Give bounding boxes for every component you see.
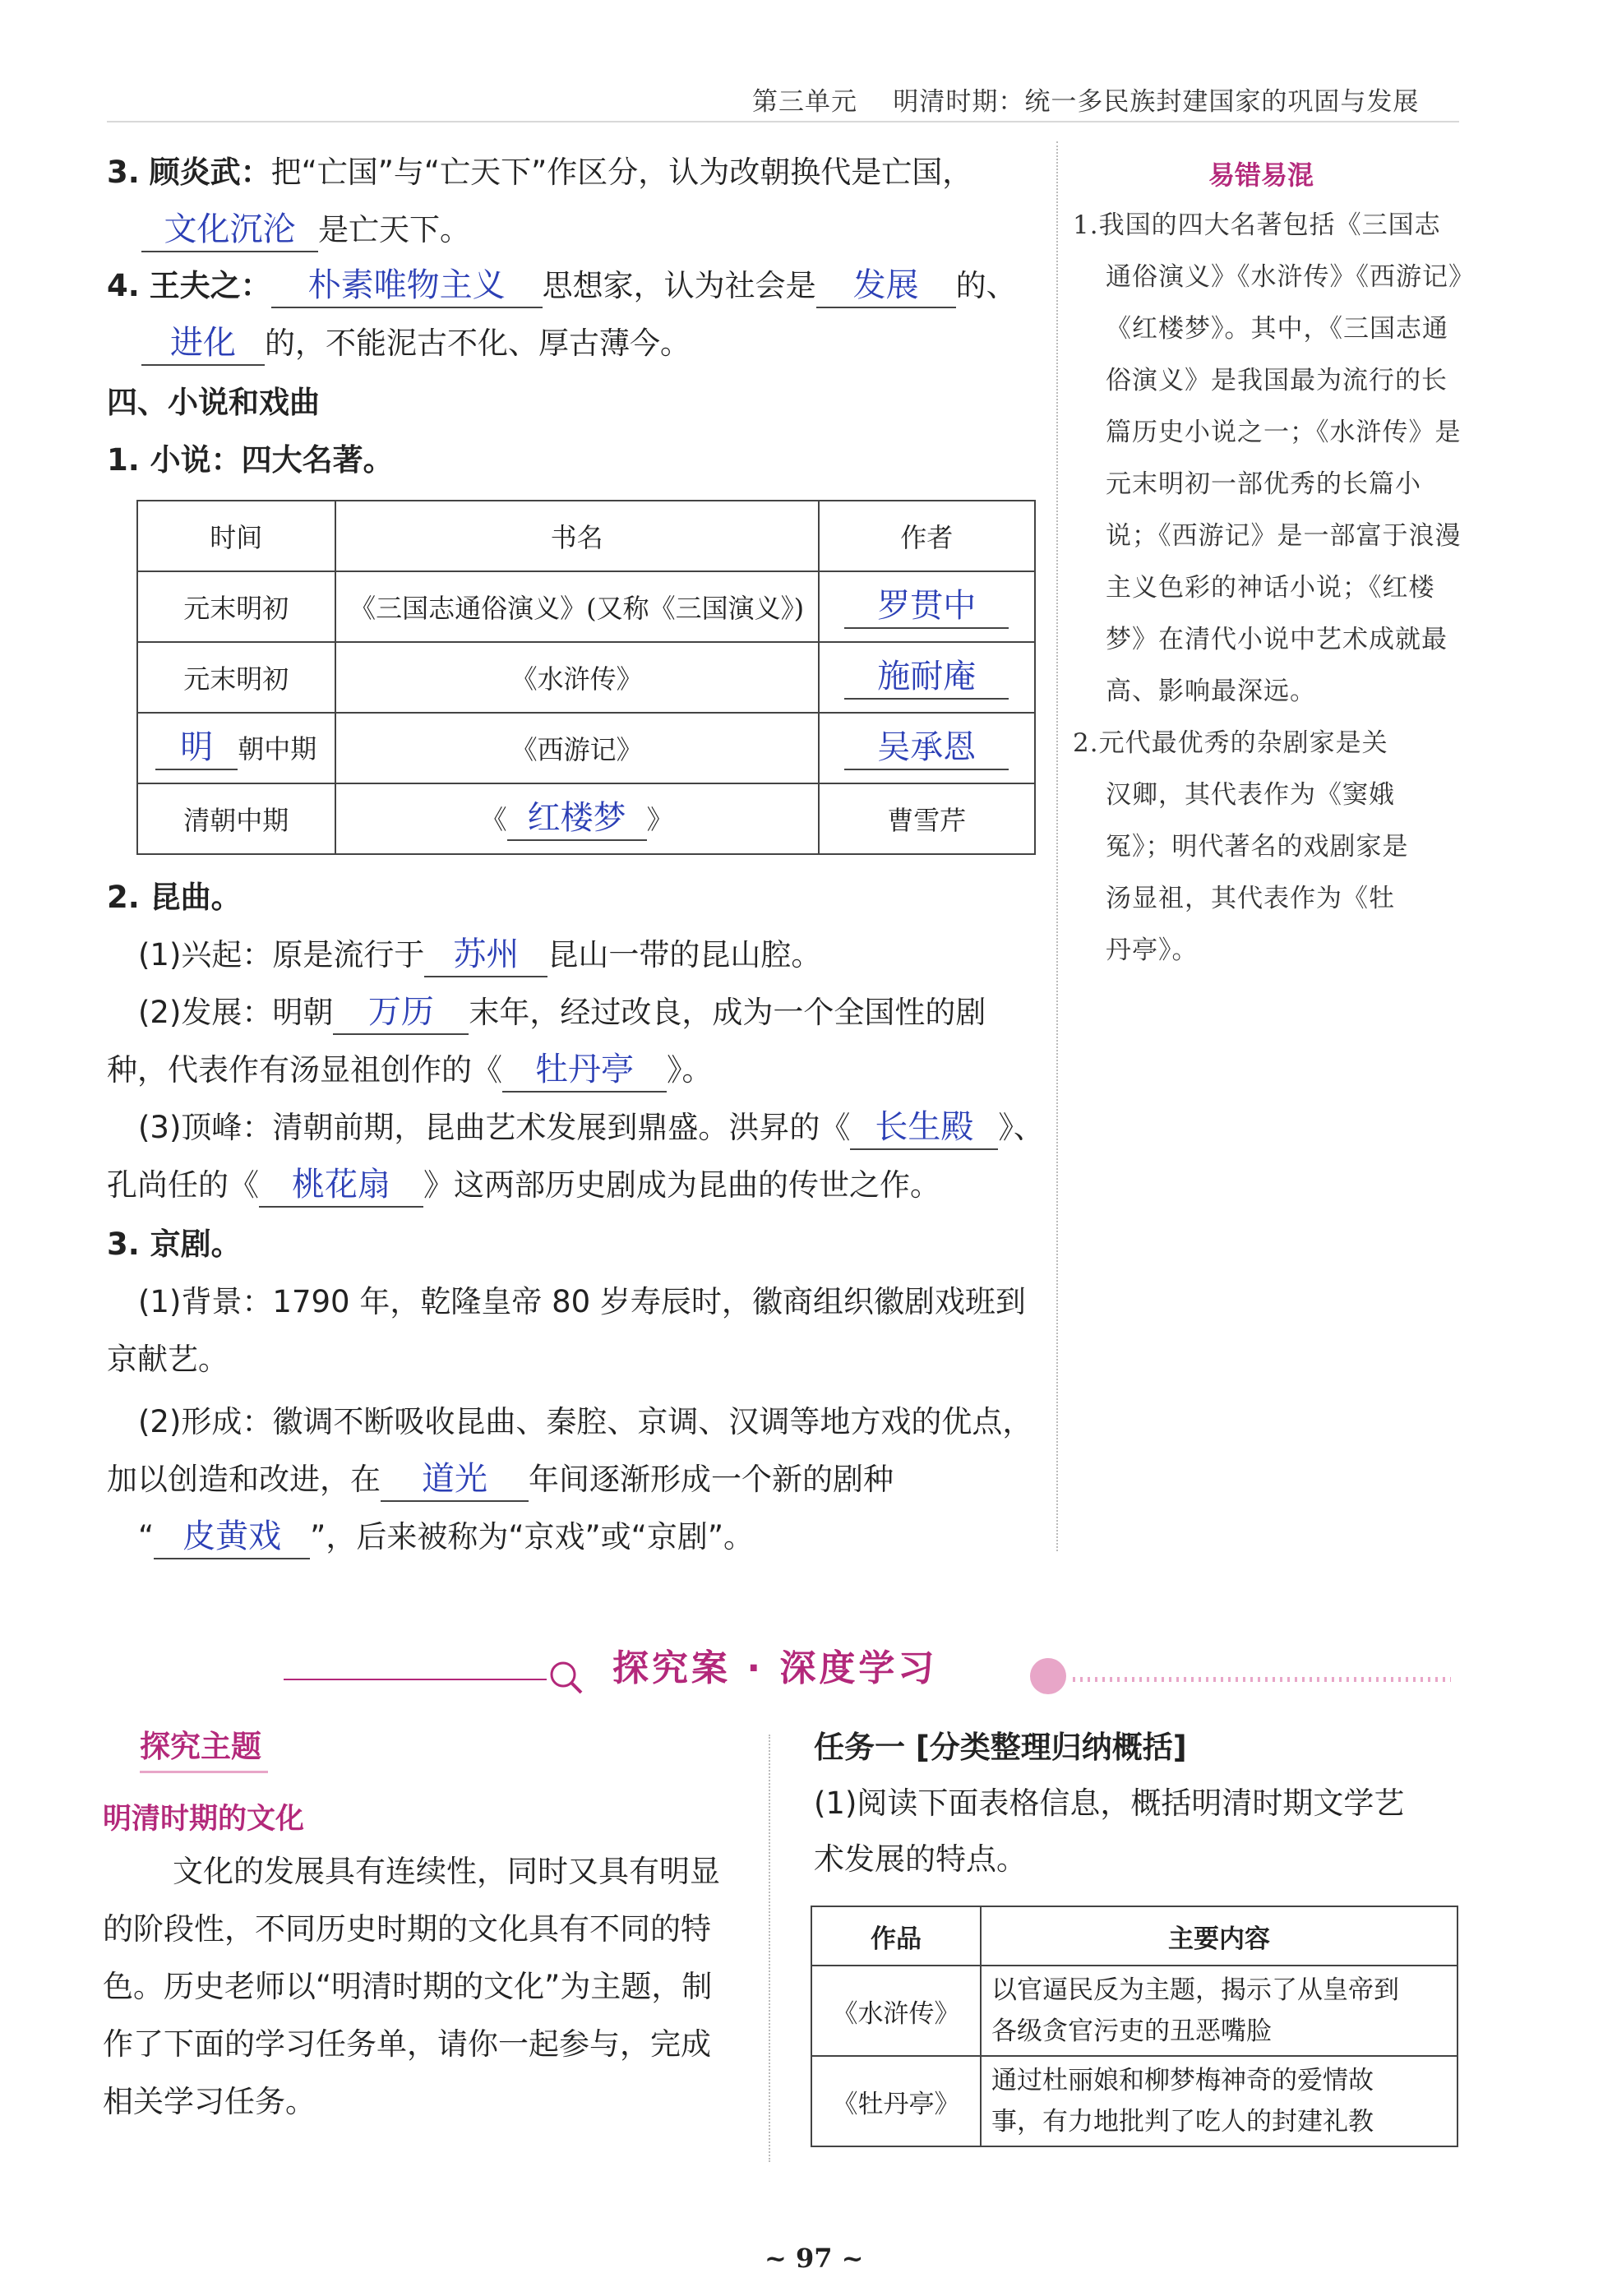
sidebar-line: 汤显祖，其代表作为《牡 xyxy=(1106,884,1395,913)
intro-line: 的阶段性，不同历史时期的文化具有不同的特 xyxy=(103,1911,711,1947)
sidebar-line: 说；《西游记》是一部富于浪漫 xyxy=(1106,521,1462,551)
explore-banner-title: 探究案 · 深度学习 xyxy=(612,1647,938,1689)
peking-p2b: 加以创造和改进，在 道光 年间逐渐形成一个新的剧种 xyxy=(107,1455,894,1504)
table-header: 作者 xyxy=(819,501,1035,571)
kunqu-p1: (1)兴起：原是流行于 苏州 昆山一带的昆山腔。 xyxy=(138,931,821,980)
section-title: 四、小说和戏曲 xyxy=(107,385,320,420)
banner-ornament-icon xyxy=(1030,1658,1066,1694)
item4-line2: 进化 的，不能泥古不化、厚古薄今。 xyxy=(141,319,691,368)
answer-blank: 文化沉沦 xyxy=(141,208,318,252)
intro-line: 文化的发展具有连续性，同时又具有明显 xyxy=(173,1854,720,1889)
table-row: 元末明初 《三国志通俗演义》(又称《三国演义》) 罗贯中 xyxy=(137,571,1035,642)
answer-blank: 皮黄戏 xyxy=(154,1515,310,1559)
sidebar-line: 2.元代最优秀的杂剧家是关 xyxy=(1073,728,1388,758)
peking-p2a: (2)形成：徽调不断吸收昆曲、秦腔、京调、汉调等地方戏的优点， xyxy=(138,1404,1033,1439)
answer-blank: 朴素唯物主义 xyxy=(271,264,543,308)
sidebar-line: 通俗演义》《水浒传》《西游记》 xyxy=(1106,262,1475,292)
sidebar-title: 易错易混 xyxy=(1208,159,1314,191)
sidebar-line: 元末明初一部优秀的长篇小 xyxy=(1106,469,1421,499)
sidebar-line: 1.我国的四大名著包括《三国志 xyxy=(1073,210,1441,240)
sidebar-line: 丹亭》。 xyxy=(1106,935,1199,965)
intro-line: 作了下面的学习任务单，请你一起参与，完成 xyxy=(103,2026,711,2062)
table-row: 《牡丹亭》 通过杜丽娘和柳梦梅神奇的爱情故 事，有力地批判了吃人的封建礼教 xyxy=(811,2056,1457,2146)
answer-blank: 万历 xyxy=(333,991,469,1035)
answer-blank: 红楼梦 xyxy=(507,797,647,841)
column-divider xyxy=(1056,141,1058,1551)
table-header: 作品 xyxy=(811,1906,981,1966)
answer-blank: 吴承恩 xyxy=(844,726,1009,770)
item3-line1: 3. 顾炎武：把“亡国”与“亡天下”作区分，认为改朝换代是亡国， xyxy=(107,155,973,190)
item4-line1: 4. 王夫之： 朴素唯物主义 思想家，认为社会是 发展 的、 xyxy=(107,261,1017,311)
table-row: 明 朝中期 《西游记》 吴承恩 xyxy=(137,713,1035,783)
intro-line: 色。历史老师以“明清时期的文化”为主题，制 xyxy=(103,1969,713,2004)
table-header: 主要内容 xyxy=(981,1906,1457,1966)
peking-title: 3. 京剧。 xyxy=(107,1227,242,1262)
kunqu-p2a: (2)发展：明朝 万历 末年，经过改良，成为一个全国性的剧 xyxy=(138,988,986,1037)
peking-p1a: (1)背景：1790 年，乾隆皇帝 80 岁寿辰时，徽商组织徽剧戏班到 xyxy=(138,1284,1026,1319)
column-divider-bottom xyxy=(769,1735,770,2162)
answer-blank: 牡丹亭 xyxy=(502,1048,667,1093)
header-divider xyxy=(107,121,1459,122)
peking-p1b: 京献艺。 xyxy=(107,1342,229,1377)
unit-title: 明清时期：统一多民族封建国家的巩固与发展 xyxy=(893,87,1420,117)
intro-line: 相关学习任务。 xyxy=(103,2084,316,2119)
answer-blank: 施耐庵 xyxy=(844,655,1009,700)
answer-blank: 罗贯中 xyxy=(844,584,1009,629)
kunqu-p2b: 种，代表作有汤显祖创作的《 牡丹亭 》。 xyxy=(107,1046,713,1095)
explore-tag: 探究主题 xyxy=(140,1721,268,1773)
topic-title: 明清时期的文化 xyxy=(103,1803,305,1836)
sidebar-line: 梦》在清代小说中艺术成就最 xyxy=(1106,625,1448,654)
answer-blank: 进化 xyxy=(141,321,265,366)
magnifier-handle xyxy=(571,1683,581,1693)
kunqu-p3b: 孔尚任的《 桃花扇 》这两部历史剧成为昆曲的传世之作。 xyxy=(107,1161,940,1210)
sidebar-line: 篇历史小说之一；《水浒传》是 xyxy=(1106,418,1462,447)
novels-table xyxy=(136,500,1036,855)
answer-blank: 桃花扇 xyxy=(259,1163,423,1208)
answer-blank: 明 xyxy=(155,726,238,770)
task1-prompt: (1)阅读下面表格信息，概括明清时期文学艺 xyxy=(814,1786,1405,1821)
sidebar-line: 俗演义》是我国最为流行的长 xyxy=(1106,366,1448,395)
sidebar-line: 汉卿，其代表作为《窦娥 xyxy=(1106,780,1395,810)
page-number: ~ 97 ~ xyxy=(765,2243,864,2274)
page-header xyxy=(752,81,1419,118)
magnifier-icon xyxy=(552,1663,575,1686)
task1-title: 任务一 [分类整理归纳概括] xyxy=(814,1730,1187,1765)
table-row: 《水浒传》 以官逼民反为主题，揭示了从皇帝到 各级贪官污吏的丑恶嘴脸 xyxy=(811,1966,1457,2056)
table-row: 元末明初 《水浒传》 施耐庵 xyxy=(137,642,1035,713)
kunqu-p3a: (3)顶峰：清朝前期，昆曲艺术发展到鼎盛。洪昇的《 长生殿 》、 xyxy=(138,1103,1044,1153)
sidebar-line: 《红楼梦》。其中，《三国志通 xyxy=(1106,314,1448,344)
item3-line2: 文化沉沦 是亡天下。 xyxy=(141,206,470,255)
answer-blank: 发展 xyxy=(816,264,956,308)
answer-blank: 道光 xyxy=(381,1458,529,1502)
novel-title: 1. 小说：四大名著。 xyxy=(107,442,394,478)
sidebar-line: 冤》；明代著名的戏剧家是 xyxy=(1106,832,1409,862)
table-header: 时间 xyxy=(137,501,335,571)
task1-prompt: 术发展的特点。 xyxy=(814,1841,1027,1877)
answer-blank: 长生殿 xyxy=(850,1106,998,1150)
sidebar-line: 高、影响最深远。 xyxy=(1106,677,1316,706)
sidebar-line: 主义色彩的神话小说；《红楼 xyxy=(1106,573,1435,603)
peking-p2c: “ 皮黄戏 ”，后来被称为“京戏”或“京剧”。 xyxy=(138,1513,754,1562)
unit-label: 第三单元 xyxy=(752,87,857,117)
table-row: 清朝中期 《 红楼梦 》 曹雪芹 xyxy=(137,783,1035,854)
table-header: 书名 xyxy=(335,501,819,571)
kunqu-title: 2. 昆曲。 xyxy=(107,880,242,915)
answer-blank: 苏州 xyxy=(424,933,547,977)
works-table xyxy=(811,1906,1458,2147)
